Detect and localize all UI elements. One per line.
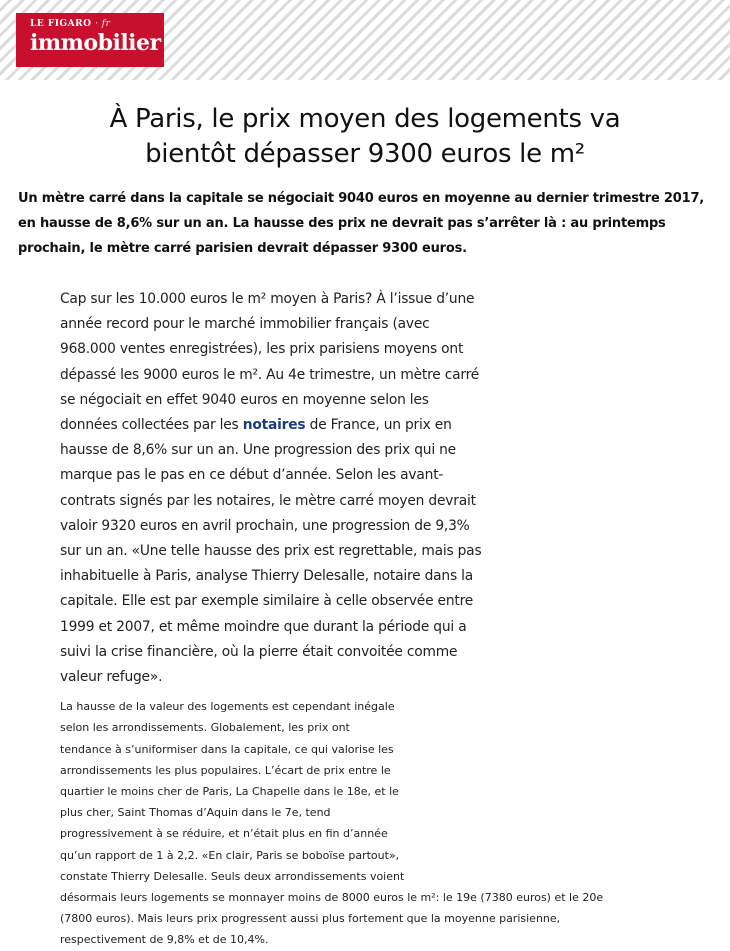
- small-line: plus cher, Saint Thomas d’Aquin dans le 7e, tend: [60, 806, 331, 820]
- body-line: capitale. Elle est par exemple similaire à celle observée entre: [60, 593, 474, 610]
- title-line: À Paris, le prix moyen des logements va: [109, 104, 621, 134]
- body-text: données collectées par les: [60, 417, 243, 434]
- lead-line: mètre carré parisien devrait dépasser 9300 euros.: [106, 241, 467, 256]
- small-line: constate Thierry Delesalle. Seuls deux arrondissements voient: [60, 869, 405, 883]
- article-body: [60, 287, 510, 690]
- body-line: inhabituelle à Paris, analyse Thierry Delesalle, notaire dans la: [60, 568, 474, 585]
- body-line: se négociait en effet 9040 euros en moyenne selon les: [60, 391, 429, 408]
- small-line: arrondissements les plus populaires. L’écart de prix entre le: [60, 763, 391, 777]
- body-line: hausse de 8,6% sur un an. Une progression des prix qui ne: [60, 442, 456, 459]
- body-line: dépassé les 9000 euros le m². Au 4e trimestre, un mètre carré: [60, 366, 480, 383]
- body-line: [60, 413, 510, 438]
- lead-line: Un mètre carré dans la capitale se négociait 9040 euros en moyenne au dernier trimestre 2017, en: [18, 191, 705, 231]
- article-lead: [18, 186, 716, 261]
- article-title: [0, 102, 730, 172]
- notaires-link[interactable]: notaires: [242, 417, 306, 434]
- logo-top-suffix: · fr: [95, 19, 111, 29]
- small-line: selon les arrondissements. Globalement, les prix ont: [60, 721, 350, 735]
- body-line: Cap sur les 10.000 euros le m² moyen à Paris? À l’issue d’une: [60, 291, 475, 307]
- body-line: marque pas le pas en ce début d’année. Selon les avant-: [60, 467, 444, 484]
- logo-top-text: LE FIGARO: [30, 19, 92, 29]
- body-text: de France, un prix en: [305, 417, 452, 434]
- small-line: respectivement de 9,8% et de 10,4%.: [60, 933, 269, 947]
- small-line: tendance à s’uniformiser dans la capitale, ce qui valorise les: [60, 742, 394, 756]
- body-line: suivi la crise financière, où la pierre était convoitée comme: [60, 643, 458, 660]
- small-line: quartier le moins cher de Paris, La Chapelle dans le 18e, et le: [60, 785, 399, 799]
- body-line: 968.000 ventes enregistrées), les prix parisiens moyens ont: [60, 341, 464, 358]
- lead-line: hausse de 8,6% sur un an. La hausse des prix ne devrait pas s’arrêter là : au printemps prochain, le: [18, 216, 666, 256]
- small-line: désormais leurs logements se monnayer moins de 8000 euros le m²: le 19e (7380 euros) et le 20e: [60, 891, 604, 905]
- small-line: qu’un rapport de 1 à 2,2. «En clair, Paris se boboïse partout»,: [60, 848, 400, 862]
- body-line: année record pour le marché immobilier français (avec: [60, 316, 430, 333]
- site-header: [0, 0, 730, 80]
- small-line: progressivement à se réduire, et n’était plus en fin d’année: [60, 827, 388, 841]
- small-line: La hausse de la valeur des logements est cependant inégale: [60, 700, 395, 714]
- body-line: valeur refuge».: [60, 669, 163, 686]
- figaro-immobilier-logo[interactable]: [16, 13, 164, 67]
- body-line: 1999 et 2007, et même moindre que durant la période qui a: [60, 618, 467, 635]
- body-line: valoir 9320 euros en avril prochain, une progression de 9,3%: [60, 517, 470, 534]
- body-line: contrats signés par les notaires, le mètre carré moyen devrait: [60, 492, 476, 509]
- article-small-paragraph: [60, 696, 650, 950]
- title-line: bientôt dépasser 9300 euros le m²: [145, 139, 585, 169]
- logo-name: immobilier: [30, 30, 161, 56]
- body-line: sur un an. «Une telle hausse des prix est regrettable, mais pas: [60, 543, 482, 560]
- small-line: (7800 euros). Mais leurs prix progressent aussi plus fortement que la moyenne parisienne,: [60, 912, 561, 926]
